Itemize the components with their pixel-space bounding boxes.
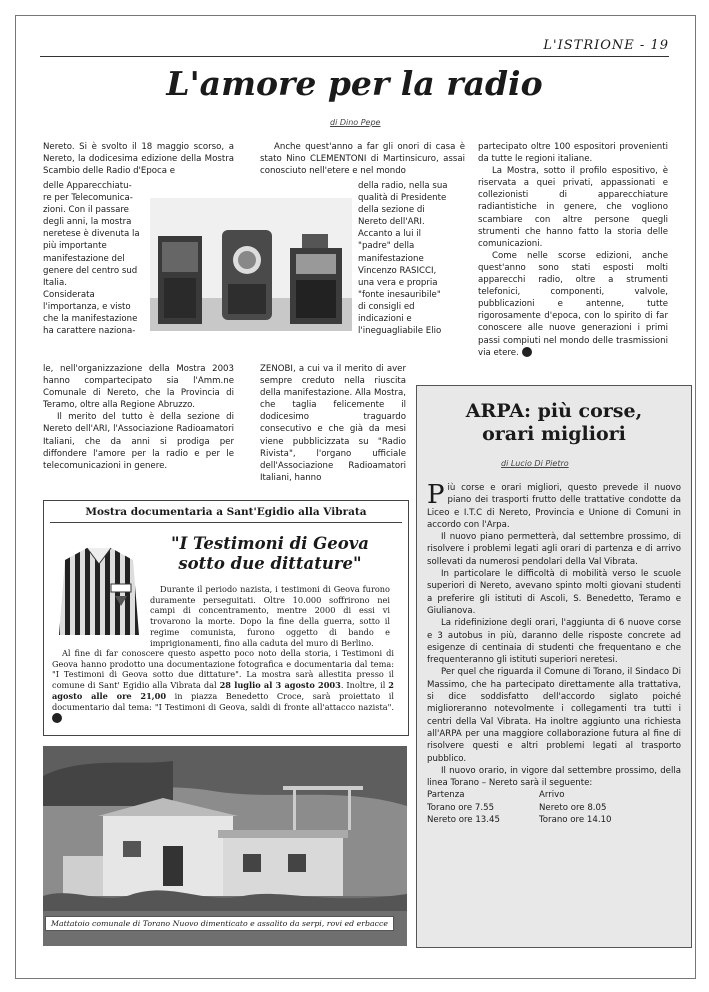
text-line: re per Telecomunica-	[43, 193, 133, 204]
col1-bottom	[43, 363, 234, 472]
text-line: indicazioni e	[358, 314, 412, 325]
radio-photo-image	[150, 198, 352, 331]
arpa-paragraph-5: Per quel che riguarda il Comune di Torano, il Sindaco Di Massimo, che ha partecipato direttamente alla trattativa, si dice soddisfatto dell'accordo siglato poiché miglioreranno notevolmente i collegamenti tra tutti i centri della Val Vibrata. Ha inoltre aggiunto una richiesta all'ARPA per una maggiore collaborazione futura al fine di risolvere questi e altri problemi legati al trasporto pubblico.	[427, 667, 681, 764]
header-rule	[40, 56, 669, 57]
schedule-row	[427, 789, 612, 801]
arpa-paragraph-4: La ridefinizione degli orari, l'aggiunta di 6 nuove corse e 3 autobus in più, daranno delle risposte concrete ad esigenze di centinaia di studenti che frequentano e che frequenteranno gli istituti superiori neretesi.	[427, 618, 681, 666]
col1-wrap	[43, 180, 140, 337]
text-line: di consigli ed	[358, 301, 415, 312]
schedule-cell: Nereto ore 8.05	[539, 802, 607, 813]
text-line: qualità di Presidente	[358, 193, 447, 204]
text-line: Vincenzo RASICCI,	[358, 265, 437, 276]
text-line: "fonte inesauribile"	[358, 289, 441, 300]
text-line: ha carattere naziona-	[43, 326, 136, 337]
schedule-table	[427, 789, 612, 826]
arpa-paragraph-2: Il nuovo piano permetterà, dal settembre prossimo, di risolvere i problemi legati agli orari di partenza e di arrivo sollevati da numerosi pendolari della Val Vibrata.	[427, 532, 681, 567]
striped-uniform-image	[55, 540, 143, 635]
schedule-cell: Partenza	[427, 790, 465, 801]
box-p2-e: in piazza Benedetto Croce, sarà proiettato il documentario dal tema: "I Testimoni di Geova, saldi di fronte all'attacco nazista".	[52, 690, 394, 712]
text-line: delle Apparecchiatu-	[43, 181, 132, 191]
schedule-cell: Arrivo	[539, 790, 565, 801]
text-line: della radio, nella sua	[358, 181, 448, 191]
box-paragraph-2	[52, 648, 394, 723]
box-p2-a: Al fine di far conoscere questo aspetto poco noto della storia, i Testimoni di Geova hanno prodotto una documentazione fotografica e documentaria dal tema: "I Testimoni di Geova sotto due dittature". La mostra sarà allestita presso il comune di Sant' Egidio alla Vibrata dal	[52, 648, 394, 691]
text-line: manifestazione	[358, 253, 424, 264]
schedule-cell: Torano ore 7.55	[427, 802, 495, 813]
photo-caption: Mattatoio comunale di Torano Nuovo dimenticato e assalito da serpi, rovi ed erbacce	[45, 916, 394, 931]
col1-bottom-text: le, nell'organizzazione della Mostra 2003 hanno compartecipato sia l'Amm.ne Comunale di Nereto, che la Provincia di Teramo, oltre alla Regione Abruzzo.	[43, 364, 234, 411]
schedule-row	[427, 802, 612, 814]
box-paragraph-1	[150, 584, 390, 648]
striped-uniform-photo	[55, 540, 143, 635]
col3-paragraph-1: partecipato oltre 100 espositori provenienti da tutte le regioni italiane.	[478, 142, 668, 165]
col2-bottom: ZENOBI, a cui va il merito di aver sempre creduto nella riuscita della manifestazione. Alla Mostra, che taglia felicemente il dodicesimo traguardo consecutivo e che già da mesi viene pubblicizzata su "Radio Rivista", l'organo ufficiale dell'Associazione Radioamatori Italiani, hanno	[260, 364, 406, 483]
box-paragraph-1-text: Durante il periodo nazista, i testimoni di Geova furono duramente perseguitati. Oltre 10.000 soffrirono nei campi di concentramento, mentre 2000 di essi vi trovarono la morte. Dopo la fine della guerra, sotto il regime comunista, furono oggetto di bando e imprigionamenti, fino alla caduta del muro di Berlino.	[150, 584, 390, 648]
col3-paragraph-3	[478, 250, 668, 359]
col3-paragraph-2: La Mostra, sotto il profilo espositivo, è riservata a quei privati, appassionati e collezionisti di apparecchiature radiantistiche in genere, che vogliono scambiare con altre persone quegli strumenti che hanno fatto la storia delle comunicazioni.	[478, 166, 668, 249]
col3	[478, 141, 668, 359]
arpa-paragraph-1	[427, 482, 681, 531]
text-line: manifestazione del	[43, 253, 125, 264]
schedule-row	[427, 814, 612, 826]
article-title: L'amore per la radio	[166, 64, 543, 103]
text-line: Considerata	[43, 289, 95, 300]
arpa-paragraph-1-text: iù corse e orari migliori, questo prevede il nuovo piano dei trasporti frutto delle trattative condotte da Liceo e I.T.C di Nereto, Provincia e Unione di Comuni in accordo con l'Arpa.	[427, 483, 681, 530]
col1-paragraph-2: Il merito del tutto è della sezione di Nereto dell'ARI, l'Associazione Radioamatori Italiani, che da anni si prodiga per diffondere l'amore per la radio e per le telecomunicazioni in genere.	[43, 412, 234, 471]
col2-wrap	[358, 180, 465, 337]
arpa-byline: di Lucio Di Pietro	[501, 459, 569, 468]
text-line: che la manifestazione	[43, 314, 138, 325]
end-logo-icon: ◆	[52, 713, 62, 723]
arpa-paragraph-6: Il nuovo orario, in vigore dal settembre prossimo, della linea Torano – Nereto sarà il seguente:	[427, 765, 681, 789]
arpa-body	[427, 482, 681, 826]
col1-top: Nereto. Si è svolto il 18 maggio scorso, a Nereto, la dodicesima edizione della Mostra Scambio delle Radio d'Epoca e	[43, 142, 234, 177]
arpa-title	[417, 400, 691, 446]
radio-photo	[150, 198, 352, 331]
schedule-cell: Torano ore 14.10	[539, 815, 612, 826]
text-line: Nereto dell'ARI.	[358, 217, 425, 228]
schedule-cell: Nereto ore 13.45	[427, 815, 500, 826]
text-line: della sezione di	[358, 205, 425, 216]
text-line: più importante	[43, 241, 107, 252]
box-p2-c: . Inoltre, il	[340, 680, 389, 691]
arpa-paragraph-3: In particolare le difficoltà di mobilità verso le scuole superiori di Nereto, avevano spinto molti giovani studenti a preferire gli istituti di Ascoli, S. Benedetto, Teramo e Giulianova.	[427, 569, 681, 616]
box-p2-time: 2 agosto alle ore 21,00	[52, 680, 394, 701]
running-header: L'ISTRIONE - 19	[543, 38, 669, 53]
text-line: zioni. Con il passare	[43, 205, 129, 216]
end-logo-icon: ◆	[522, 347, 532, 357]
text-line: neretese è divenuta la	[43, 229, 140, 240]
box-quote-title: "I Testimoni di Geova sotto due dittature"	[170, 534, 370, 573]
text-line: l'ineguagliabile Elio	[358, 326, 442, 337]
text-line: genere del centro sud	[43, 265, 138, 276]
article-byline: di Dino Pepe	[330, 118, 381, 127]
arpa-box	[416, 385, 692, 948]
text-line: l'importanza, e visto	[43, 301, 131, 312]
text-line: degli anni, la mostra	[43, 217, 132, 228]
arpa-title-line-1: ARPA: più corse,	[465, 400, 643, 422]
col2-top-text: Anche quest'anno a far gli onori di casa è stato Nino CLEMENTONI di Martinsicuro, assai conosciuto nell'etere e nel mondo	[260, 142, 465, 177]
text-line: Accanto a lui il	[358, 229, 421, 240]
arpa-title-line-2: orari migliori	[482, 423, 626, 445]
box-paragraph-2-text	[52, 648, 394, 723]
text-line: "padre" della	[358, 241, 415, 252]
col2-top	[260, 141, 465, 177]
text-line: una vera e propria	[358, 277, 438, 288]
col3-paragraph-3-text: Come nelle scorse edizioni, anche quest'anno sono stati esposti molti apparecchi radio, oltre a strumenti telefonici, componenti, valvole, pubblicazioni e antenne, tutte rigorosamente d'epoca, con lo spirito di far conoscere alle nuove generazioni i primi passi compiuti nel mondo delle trasmissioni via etere.	[478, 250, 668, 358]
box-heading: Mostra documentaria a Sant'Egidio alla Vibrata	[50, 501, 402, 523]
box-p2-dates: 28 luglio al 3 agosto 2003	[219, 680, 341, 691]
text-line: Italia.	[43, 277, 67, 288]
arpa-dropcap: P	[427, 480, 445, 510]
